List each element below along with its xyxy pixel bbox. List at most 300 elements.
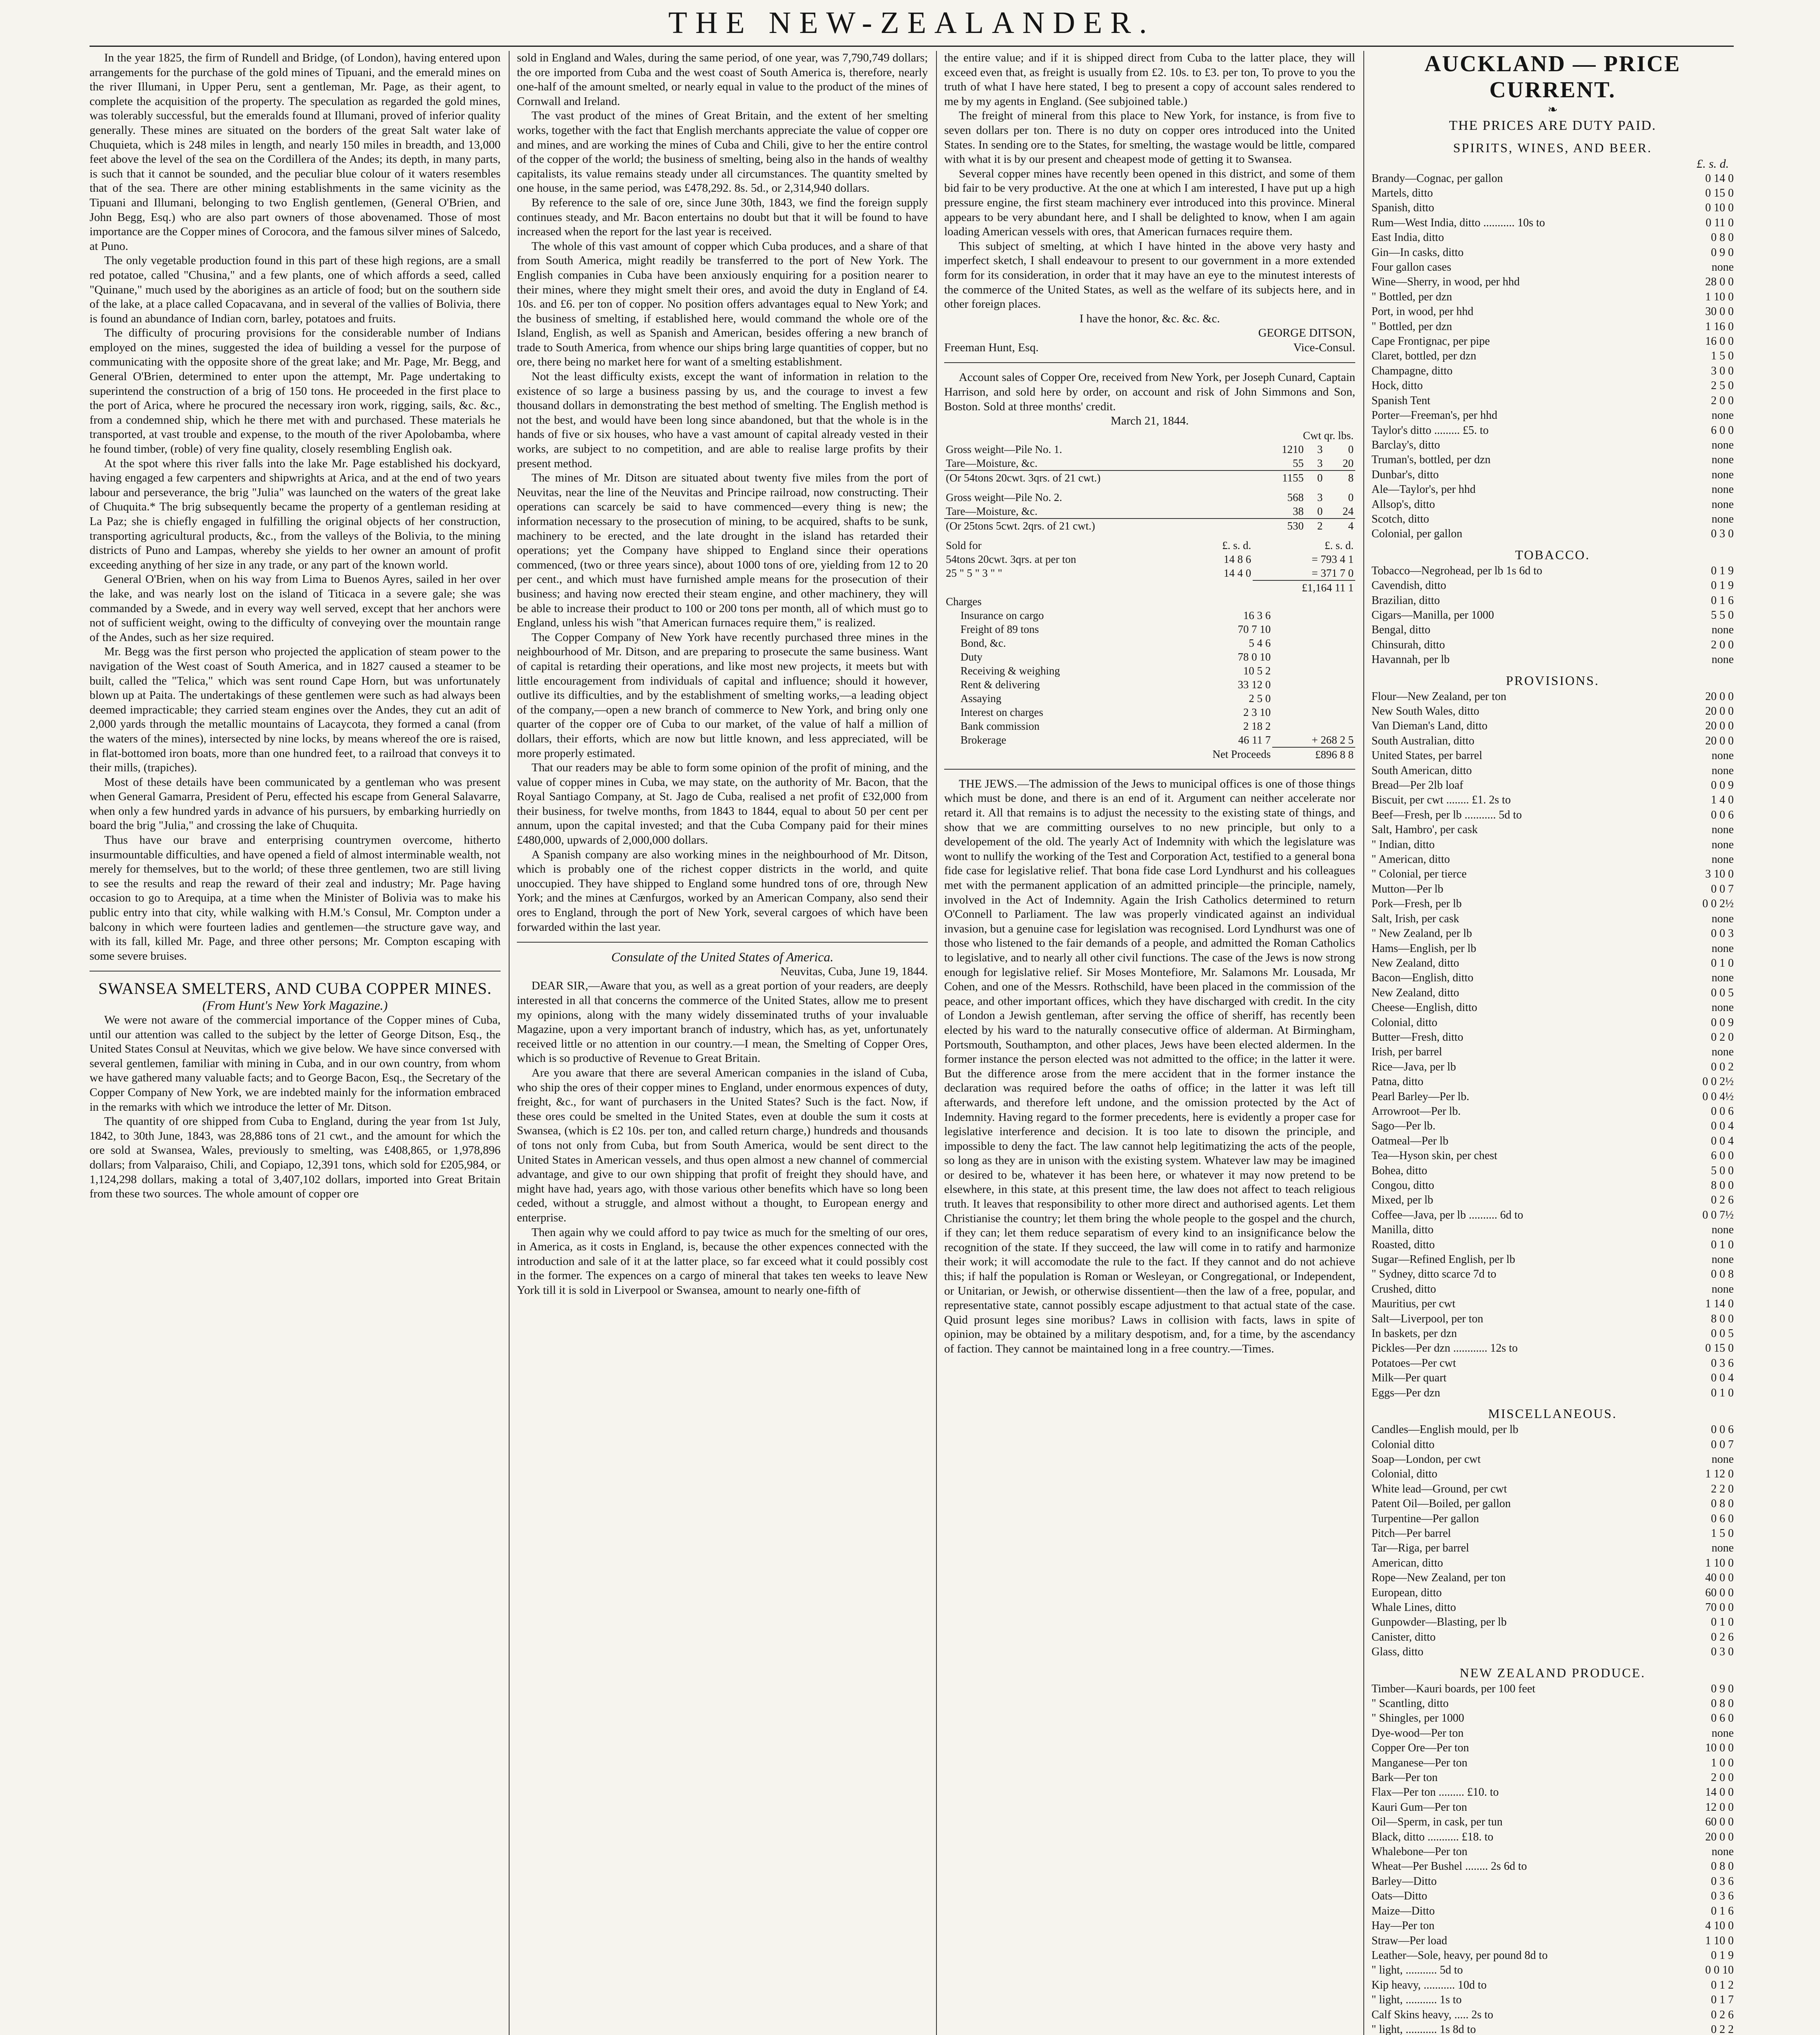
price-item: Glass, ditto (1372, 1646, 1424, 1659)
price-value: 0 8 0 (1711, 1697, 1734, 1710)
price-item: Oatmeal—Per lb (1372, 1134, 1448, 1147)
price-row (1372, 2022, 1734, 2035)
price-value: 0 0 7 (1711, 1438, 1734, 1451)
price-value: 16 0 0 (1705, 335, 1734, 348)
price-item: Scotch, ditto (1372, 512, 1429, 525)
price-row (1372, 1178, 1734, 1193)
price-item: Mauritius, per cwt (1372, 1298, 1456, 1311)
price-row (1372, 1785, 1734, 1800)
price-row (1372, 379, 1734, 393)
price-value: 0 1 6 (1711, 1904, 1734, 1917)
price-value: 1 5 0 (1711, 1527, 1734, 1540)
price-item: Copper Ore—Per ton (1372, 1742, 1469, 1755)
paragraph: The vast product of the mines of Great Britain, and the extent of her smelting works, together with the fact that English merchants appreciate the value of copper ore and mines, and are working the mines of Cuba and Chili, give to her the entire control of the copper of the world; the business of smelting, being also in the hands of wealthy capitalists, its value remains steady under all circumstances. The quantity smelted by one house, in the same period, was £478,292. 8s. 5d., or 2,314,940 dollars. (517, 109, 928, 195)
price-row (1372, 260, 1734, 275)
price-row (1372, 171, 1734, 186)
price-item: Irish, per barrel (1372, 1046, 1442, 1059)
account-table (944, 429, 1355, 538)
price-value: 0 2 6 (1711, 2008, 1734, 2021)
price-value: 10 0 0 (1705, 1742, 1734, 1755)
price-value: none (1711, 972, 1734, 985)
price-item: Beef—Fresh, per lb ........... 5d to (1372, 808, 1522, 821)
price-item: Pork—Fresh, per lb (1372, 897, 1462, 910)
price-value: 1 4 0 (1711, 794, 1734, 807)
charge-value: 70 7 10 (1238, 623, 1271, 635)
price-item: Cape Frontignac, per pipe (1372, 335, 1490, 348)
price-value: none (1711, 438, 1734, 451)
charge-value: 2 5 0 (1249, 692, 1271, 705)
price-row (1372, 1341, 1734, 1356)
column-1 (90, 51, 501, 2035)
price-section-heading: PROVISIONS. (1506, 673, 1599, 688)
sold-header: £. s. d. (1324, 539, 1354, 551)
price-row (1372, 1422, 1734, 1437)
paragraph: By reference to the sale of ore, since June 30th, 1843, we find the foreign supply continues steady, and Mr. Bacon entertains no doubt but that it will be found to have increased when the report for the last year is received. (517, 196, 928, 239)
centered-line: March 21, 1844. (1111, 414, 1189, 428)
price-value: 0 3 6 (1711, 1875, 1734, 1888)
price-row (1372, 1845, 1734, 1859)
sold-header: £. s. d. (1222, 539, 1251, 551)
price-value: none (1711, 1542, 1734, 1555)
column-divider (509, 51, 510, 2035)
price-value: 0 0 7½ (1702, 1208, 1734, 1221)
charge-label: Assaying (960, 692, 1002, 705)
price-value: 6 0 0 (1711, 424, 1734, 437)
price-current-subtitle: THE PRICES ARE DUTY PAID. (1449, 118, 1656, 133)
price-item: Truman's, bottled, per dzn (1372, 453, 1491, 466)
row-label: Tare—Moisture, &c. (946, 505, 1038, 517)
price-value: 0 0 4 (1711, 1372, 1734, 1385)
price-value: 0 15 0 (1705, 187, 1734, 199)
price-row (1372, 512, 1734, 527)
price-item: Barley—Ditto (1372, 1875, 1437, 1888)
price-current (1372, 51, 1734, 2035)
price-item: Pearl Barley—Per lb. (1372, 1090, 1470, 1103)
price-value: 0 0 2 (1711, 1060, 1734, 1073)
row-label: 54tons 20cwt. 3qrs. at per ton (946, 553, 1076, 565)
price-item: " Bottled, per dzn (1372, 290, 1452, 303)
price-item: South Australian, ditto (1372, 734, 1474, 747)
price-item: " Bottled, per dzn (1372, 320, 1452, 333)
charge-value: 10 5 2 (1243, 664, 1271, 677)
charges-total (1272, 664, 1355, 678)
price-value: none (1711, 468, 1734, 481)
price-item: Hay—Per ton (1372, 1919, 1435, 1932)
price-row (1372, 608, 1734, 623)
price-row (1372, 1682, 1734, 1696)
price-row (1372, 1090, 1734, 1104)
price-item: Calf Skins heavy, ..... 2s to (1372, 2008, 1494, 2021)
price-row (1372, 578, 1734, 593)
price-value: 1 16 0 (1705, 320, 1734, 333)
paragraph: The difficulty of procuring provisions for the considerable number of Indians employed on the mines, suggested the idea of building a vessel for the purpose of communicating with the opposite shore of the great lake; and Mr. Page, Mr. Begg, and General O'Brien, determined to enter upon the attempt, Mr. Page undertaking to superintend the construction of a brig of 150 tons. He proceeded in the first place to the port of Arica, where he procured the necessary iron work, rigging, sails, &c. &c., from a condemned ship, which he there met with and purchased. These materials he transported, at vast trouble and expense, to the mouth of the river Apolobamba, where he found timber, (roble) of very fine quality, closely resembling English oak. (90, 326, 501, 456)
price-item: Arrowroot—Per lb. (1372, 1105, 1461, 1118)
price-item: " light, ........... 1s to (1372, 1993, 1462, 2007)
price-section-heading: NEW ZEALAND PRODUCE. (1459, 1665, 1646, 1680)
price-item: Congou, ditto (1372, 1179, 1435, 1192)
charges-total (1272, 691, 1355, 705)
row-label: (Or 54tons 20cwt. 3qrs. of 21 cwt.) (946, 471, 1101, 484)
price-row (1372, 423, 1734, 438)
section-rule (944, 362, 1355, 363)
price-row (1372, 1889, 1734, 1904)
paragraph: the entire value; and if it is shipped direct from Cuba to the latter place, they will exceed even that, as freight is usually from £2. 10s. to £3. per ton, To prove to you the truth of what I have here stated, I beg to present a copy of account sales rendered to me by my agents in England. (See subjoined table.) (944, 51, 1355, 108)
price-row (1372, 1948, 1734, 1963)
table-row (944, 664, 1355, 678)
price-item: Dunbar's, ditto (1372, 468, 1439, 481)
price-value: 0 0 7 (1711, 882, 1734, 895)
price-value: 20 0 0 (1705, 690, 1734, 703)
price-value: 0 3 6 (1711, 1890, 1734, 1903)
price-value: 3 0 0 (1711, 364, 1734, 377)
charges-total (1272, 622, 1355, 636)
price-row (1372, 1978, 1734, 1993)
price-row (1372, 778, 1734, 793)
price-value: 0 0 6 (1711, 1423, 1734, 1436)
price-value: 6 0 0 (1711, 1149, 1734, 1162)
price-row (1372, 1134, 1734, 1149)
price-value: none (1711, 1001, 1734, 1014)
price-item: Salt—Liverpool, per ton (1372, 1312, 1483, 1325)
row-value: 1210 (1282, 443, 1304, 455)
price-item: Wine—Sherry, in wood, per hhd (1372, 276, 1520, 289)
table-row (944, 552, 1355, 566)
price-value: none (1711, 942, 1734, 955)
paragraph: This subject of smelting, at which I have hinted in the above very hasty and imperfect sketch, I shall endeavour to present to our government in a more extended form for its consideration, in order that it may have an eye to the minutest interests of the commerce of the United States, as well as the welfare of its subjects here, and in other foreign places. (944, 239, 1355, 311)
price-item: Salt, Hambro', per cask (1372, 823, 1478, 836)
price-item: Manganese—Per ton (1372, 1756, 1468, 1769)
price-row (1372, 1919, 1734, 1933)
price-row (1372, 1859, 1734, 1874)
table-row (944, 691, 1355, 705)
price-value: 60 0 0 (1705, 1586, 1734, 1599)
price-item: Bohea, ditto (1372, 1164, 1427, 1177)
row-label: Gross weight—Pile No. 2. (946, 491, 1062, 503)
price-current-title: AUCKLAND — PRICE CURRENT. (1424, 51, 1681, 103)
price-row (1372, 852, 1734, 867)
price-item: New Zealand, ditto (1372, 986, 1459, 999)
price-row (1372, 1800, 1734, 1815)
price-value: 0 3 0 (1711, 1646, 1734, 1659)
table-row (944, 504, 1355, 519)
paragraph: Then again why we could afford to pay twice as much for the smelting of our ores, in America, as it costs in England, is, because the other expences connected with the introduction and sale of it at the latter place, so far exceed what it could possibly cost in the former. The expences on a cargo of mineral that takes ten weeks to leave New York till it is sold in Liverpool or Swansea, amount to nearly one-fifth of (517, 1225, 928, 1297)
paragraph: A Spanish company are also working mines in the neighbourhood of Mr. Ditson, which is probably one of the richest copper districts in the world, and quite unoccupied. They have shipped to England some hundred tons of ore, through New York; and the mines at Cænfurgos, worked by an American Company, also send their ores to England, through the port of New York, several cargoes of which have been forwarded within the last year. (517, 848, 928, 934)
price-row (1372, 564, 1734, 578)
table-row (944, 456, 1355, 470)
title: Vice-Consul. (1293, 341, 1355, 354)
charges-total (1272, 636, 1355, 650)
price-item: Havannah, per lb (1372, 653, 1450, 666)
price-item: Cavendish, ditto (1372, 579, 1446, 592)
price-item: Claret, bottled, per dzn (1372, 350, 1477, 363)
price-item: Whalebone—Per ton (1372, 1845, 1468, 1858)
price-row (1372, 1208, 1734, 1223)
price-row (1372, 704, 1734, 719)
price-item: Cheese—English, ditto (1372, 1001, 1477, 1014)
table-row (944, 566, 1355, 580)
price-value: 0 0 5 (1711, 1327, 1734, 1340)
price-value: 5 5 0 (1711, 608, 1734, 621)
table-row (944, 608, 1355, 622)
row-value: 3 (1317, 491, 1323, 503)
price-row (1372, 1726, 1734, 1741)
price-value: 4 10 0 (1705, 1919, 1734, 1932)
price-row (1372, 986, 1734, 1000)
price-value: 0 3 0 (1711, 527, 1734, 540)
price-item: Oil—Sperm, in cask, per tun (1372, 1816, 1503, 1829)
price-value: none (1711, 749, 1734, 762)
price-value: 70 0 0 (1705, 1601, 1734, 1614)
price-item: Leather—Sole, heavy, per pound 8d to (1372, 1949, 1548, 1962)
net-label: Net Proceeds (1212, 748, 1271, 760)
price-value: 0 0 6 (1711, 808, 1734, 821)
price-row (1372, 971, 1734, 985)
masthead-rule (90, 46, 1734, 47)
price-item: Whale Lines, ditto (1372, 1601, 1456, 1614)
price-row (1372, 823, 1734, 837)
price-item: Potatoes—Per cwt (1372, 1357, 1456, 1370)
price-value: 0 10 0 (1705, 201, 1734, 214)
price-row (1372, 593, 1734, 608)
price-item: Spanish Tent (1372, 394, 1431, 407)
price-item: Kauri Gum—Per ton (1372, 1801, 1467, 1814)
paragraph: Account sales of Copper Ore, received from New York, per Joseph Cunard, Captain Harrison, and sold here by order, on account and risk of John Simmons and Son, Boston. Sold at three months' credit. (944, 371, 1355, 413)
price-row (1372, 1615, 1734, 1630)
paragraph: The quantity of ore shipped from Cuba to England, during the year from 1st July, 1842, to 30th June, 1843, was 28,886 tons of 21 cwt., and the amount for which the ore sold at Swansea, Wales, previously to smelting, was £408,865, or 1,978,896 dollars; from Valparaiso, Chili, and Copiapo, 12,391 tons, which sold for £205,984, or 1,124,298 dollars, making a total of 3,407,102 dollars, imported into Great Britain from these two sources. The whole amount of copper ore (90, 1115, 501, 1201)
price-row (1372, 956, 1734, 971)
price-value: 20 0 0 (1705, 705, 1734, 718)
price-row (1372, 394, 1734, 408)
net-value: £896 8 8 (1272, 747, 1355, 761)
price-item: Pickles—Per dzn ............ 12s to (1372, 1342, 1518, 1355)
charges-total (1272, 650, 1355, 664)
price-item: Turpentine—Per gallon (1372, 1512, 1479, 1525)
paragraph: Several copper mines have recently been opened in this district, and some of them bid fair to be very productive. At the one at which I am interested, I have put up a high pressure engine, the first steam machinery ever introduced into this province. Mineral appears to be very abundant here, and I shall be delighted to know, when I am again loading American vessels with ores, that American furnaces require them. (944, 167, 1355, 239)
price-item: American, ditto (1372, 1556, 1443, 1569)
price-value: 0 0 4 (1711, 1134, 1734, 1147)
price-value: 0 2 6 (1711, 1630, 1734, 1643)
price-value: 0 0 4 (1711, 1120, 1734, 1133)
price-row (1372, 1149, 1734, 1163)
price-item: Colonial, ditto (1372, 1016, 1437, 1029)
price-item: " light, ........... 5d to (1372, 1964, 1463, 1977)
table-row (944, 678, 1355, 691)
row-label: Tare—Moisture, &c. (946, 457, 1038, 469)
price-row (1372, 1030, 1734, 1045)
ornament-icon: ❧ (1547, 103, 1558, 116)
row-value: 38 (1293, 505, 1304, 517)
price-item: In baskets, per dzn (1372, 1327, 1457, 1340)
price-row (1372, 1993, 1734, 2007)
price-value: 0 1 9 (1711, 1949, 1734, 1962)
price-row (1372, 1497, 1734, 1511)
price-item: Colonial ditto (1372, 1438, 1435, 1451)
price-row (1372, 1512, 1734, 1526)
price-row (1372, 808, 1734, 823)
paragraph: The Copper Company of New York have recently purchased three mines in the neighbourhood of Mr. Ditson, and are preparing to prosecute the same business. Want of capital is retarding their operations, and like most new projects, it meets but with little encouragement from individuals of capital and influence; should it however, outlive its difficulties, and by the establishment of smelting works,—a leading object of the company,—open a new branch of commerce to New York, and bring only one quarter of the copper ore of Cuba to our market, of the value of half a million of dollars, their efforts, which are now but little known, and less appreciated, will be more properly estimated. (517, 630, 928, 760)
price-value: 0 0 8 (1711, 1268, 1734, 1281)
price-row (1372, 1045, 1734, 1059)
article-headline: SWANSEA SMELTERS, AND CUBA COPPER MINES. (98, 979, 492, 998)
price-value: 1 0 0 (1711, 1756, 1734, 1769)
charge-label: Receiving & weighing (960, 664, 1060, 677)
price-item: Bark—Per ton (1372, 1771, 1438, 1784)
price-row (1372, 1756, 1734, 1770)
price-item: " New Zealand, per lb (1372, 927, 1472, 940)
charges-total (1272, 705, 1355, 719)
paragraph: We were not aware of the commercial importance of the Copper mines of Cuba, until our attention was called to the subject by the letter of George Ditson, Esq., the United States Consul at Neuvitas, which we give below. We have since conversed with several gentlemen, familiar with mining in Cuba, and in our own country, from whom we have gathered many valuable facts; and to George Bacon, Esq., the Secretary of the Copper Company of New York, we are indebted mainly for the information embraced in the remarks with which we introduce the letter of Mr. Ditson. (90, 1013, 501, 1114)
price-value: 8 0 0 (1711, 1179, 1734, 1192)
column-header: Cwt qr. lbs. (1303, 429, 1354, 442)
price-row (1372, 1467, 1734, 1481)
centered-line: I have the honor, &c. &c. &c. (1079, 312, 1220, 325)
price-item: Van Dieman's Land, ditto (1372, 720, 1488, 733)
price-value: 0 0 2½ (1702, 897, 1734, 910)
price-row (1372, 1267, 1734, 1282)
price-value: 0 2 2 (1711, 2023, 1734, 2035)
header-spacer (944, 429, 1251, 442)
price-row (1372, 349, 1734, 363)
row-value: 20 (1343, 457, 1354, 469)
price-item: Tobacco—Negrohead, per lb 1s 6d to (1372, 564, 1542, 577)
charge-label: Rent & delivering (960, 678, 1040, 691)
row-label: 25 " 5 " 3 " " (946, 567, 1002, 579)
row-price: 14 8 6 (1223, 553, 1251, 565)
price-value: 0 8 0 (1711, 1860, 1734, 1873)
price-row (1372, 1630, 1734, 1645)
table-row (944, 538, 1355, 552)
price-row (1372, 1741, 1734, 1755)
price-item: Gin—In casks, ditto (1372, 246, 1464, 259)
price-item: Spanish, ditto (1372, 201, 1435, 214)
sold-header: Sold for (946, 539, 982, 551)
price-row (1372, 897, 1734, 911)
table-row (944, 490, 1355, 504)
price-value: 60 0 0 (1705, 1816, 1734, 1829)
price-row (1372, 304, 1734, 319)
price-item: Barclay's, ditto (1372, 438, 1440, 451)
price-value: 0 8 0 (1711, 231, 1734, 244)
price-row (1372, 438, 1734, 453)
price-value: 1 10 0 (1705, 1934, 1734, 1947)
price-value: 0 0 4½ (1702, 1090, 1734, 1103)
price-value: 40 0 0 (1705, 1571, 1734, 1584)
price-item: Canister, ditto (1372, 1630, 1436, 1643)
charge-label: Bank commission (960, 720, 1040, 732)
charge-label: Duty (960, 650, 982, 663)
table-row (944, 580, 1355, 595)
paragraph: The only vegetable production found in this part of these high regions, are a small red potatoe, called "Chusina," and a few plants, one of which affords a seed, called "Quinane," much used by the aborigines as an article of food; but on the southern side of the lake, at a place called Copacavana, and in several of the vallies of Bolivia, there is found an abundance of Indian corn, barley, potatoes and fruits. (90, 254, 501, 325)
price-row (1372, 482, 1734, 497)
price-item: Patent Oil—Boiled, per gallon (1372, 1497, 1511, 1510)
price-item: Roasted, ditto (1372, 1238, 1435, 1251)
price-value: none (1711, 1223, 1734, 1236)
paragraph: Not the least difficulty exists, except the want of information in relation to the existence of so large a business passing by us, and the courage to invest a few thousand dollars in demonstrating the best method of smelting. The English method is not the best, and would have been long since abandoned, but that the whole is in the hands of five or six houses, who have a vast amount of capital already vested in their works, are subject to no competition, and are able to realise large profits by their present method. (517, 370, 928, 470)
row-value: 0 (1317, 471, 1323, 484)
price-row (1372, 201, 1734, 215)
price-value: 2 0 0 (1711, 638, 1734, 651)
price-row (1372, 689, 1734, 704)
masthead: THE NEW-ZEALANDER. (668, 6, 1155, 40)
price-item: Wheat—Per Bushel ........ 2s 6d to (1372, 1860, 1527, 1873)
price-value: 0 2 6 (1711, 1194, 1734, 1207)
paragraph: Thus have our brave and enterprising countrymen overcome, hitherto insurmountable difficulties, and have opened a field of almost interminable wealth, not merely for themselves, but to the world; of these three gentlemen, two are still living to see the results and reap the reward of their zeal and industry; Mr. Page having occasion to go to Arequipa, at a time when the Minister of Bolivia was to make his public entry into that city, while walking with H.M.'s Consul, Mr. Compton under a balcony in which were fourteen ladies and gentlemen—the structure gave way, and with its fall, killed Mr. Page, and three other persons; Mr. Compton escaping with some severe bruises. (90, 834, 501, 963)
price-item: New South Wales, ditto (1372, 705, 1479, 718)
row-price: 14 4 0 (1223, 567, 1251, 579)
table-row (944, 719, 1355, 733)
price-row (1372, 838, 1734, 852)
paragraph: sold in England and Wales, during the same period, of one year, was 7,790,749 dollars; the ore imported from Cuba and the west coast of South America is, therefore, nearly one-half of the amount smelted, or nearly equal in value to the product of the mines of Cornwall and Ireland. (517, 51, 928, 108)
price-item: Candles—English mould, per lb (1372, 1423, 1518, 1436)
account-sales (944, 429, 1355, 761)
price-value: none (1711, 453, 1734, 466)
charge-value: 5 4 6 (1249, 637, 1271, 649)
charge-value: 78 0 10 (1238, 650, 1271, 663)
price-item: Hock, ditto (1372, 379, 1423, 392)
price-value: 1 12 0 (1705, 1468, 1734, 1481)
price-row (1372, 1164, 1734, 1178)
price-item: Manilla, ditto (1372, 1223, 1434, 1236)
price-item: Bacon—English, ditto (1372, 972, 1474, 985)
charges-total (1272, 719, 1355, 733)
sold-table (944, 538, 1355, 595)
price-value: none (1711, 853, 1734, 866)
charge-value: 33 12 0 (1238, 678, 1271, 691)
price-item: Mutton—Per lb (1372, 882, 1444, 895)
price-item: " Shingles, per 1000 (1372, 1712, 1464, 1725)
price-value: 0 2 0 (1711, 1031, 1734, 1044)
price-section-heading: MISCELLANEOUS. (1488, 1406, 1617, 1421)
price-row (1372, 468, 1734, 482)
price-value: none (1711, 1282, 1734, 1295)
price-value: none (1711, 1253, 1734, 1266)
price-section-heading: SPIRITS, WINES, AND BEER. (1453, 140, 1652, 155)
price-value: 0 1 7 (1711, 1993, 1734, 2007)
price-item: Biscuit, per cwt ........ £1. 2s to (1372, 794, 1511, 807)
table-row (944, 705, 1355, 719)
price-item: South American, ditto (1372, 764, 1472, 777)
paragraph: DEAR SIR,—Aware that you, as well as a great portion of your readers, are deeply interested in all that concerns the commerce of the United States, allow me to present my opinions, along with the many widely disseminated truths of your invaluable Magazine, upon a very important branch of industry, which has, as yet, unfortunately received little or no attention in our country.—I mean, the Smelting of Copper Ores, which is so productive of Revenue to Great Britain. (517, 979, 928, 1065)
row-value: 0 (1348, 491, 1354, 503)
price-value: 0 0 9 (1711, 1016, 1734, 1029)
price-value: 0 8 0 (1711, 1497, 1734, 1510)
row-label: Gross weight—Pile No. 1. (946, 443, 1062, 455)
price-value: 12 0 0 (1705, 1801, 1734, 1814)
price-row (1372, 1252, 1734, 1267)
price-value: none (1711, 823, 1734, 836)
price-item: New Zealand, ditto (1372, 956, 1459, 969)
price-row (1372, 1238, 1734, 1252)
price-value: none (1711, 512, 1734, 525)
paragraph: The whole of this vast amount of copper which Cuba produces, and a share of that from South America, might readily be transferred to the port of New York. The English companies in Cuba have been anxiously enquiring for a position nearer to their mines, where they might smelt their ores, and avoid the duty in England of £4. 10s. and £6. per ton of copper. No position offers advantages equal to New York; and the business of smelting, if established here, would command the whole ore of the Island, English, as well as Spanish and American, besides offering a new branch of trade to South America, from whence our ships bring large quantities of copper, but no ore, there being no market here for want of a smelting establishment. (517, 239, 928, 369)
price-value: 2 0 0 (1711, 394, 1734, 407)
price-row (1372, 1104, 1734, 1119)
price-item: " Indian, ditto (1372, 838, 1435, 851)
column-divider (1363, 51, 1364, 2035)
price-item: Pitch—Per barrel (1372, 1527, 1451, 1540)
price-item: Crushed, ditto (1372, 1282, 1436, 1295)
price-value: none (1711, 498, 1734, 511)
price-row (1372, 912, 1734, 926)
price-row (1372, 793, 1734, 807)
price-value: 0 1 0 (1711, 1238, 1734, 1251)
price-value: 1 14 0 (1705, 1298, 1734, 1311)
price-item: Mixed, per lb (1372, 1194, 1433, 1207)
price-item: Coffee—Java, per lb .......... 6d to (1372, 1208, 1523, 1221)
signature-line (944, 341, 1355, 355)
section-rule (90, 971, 501, 972)
price-value: 0 0 10 (1705, 1964, 1734, 1977)
